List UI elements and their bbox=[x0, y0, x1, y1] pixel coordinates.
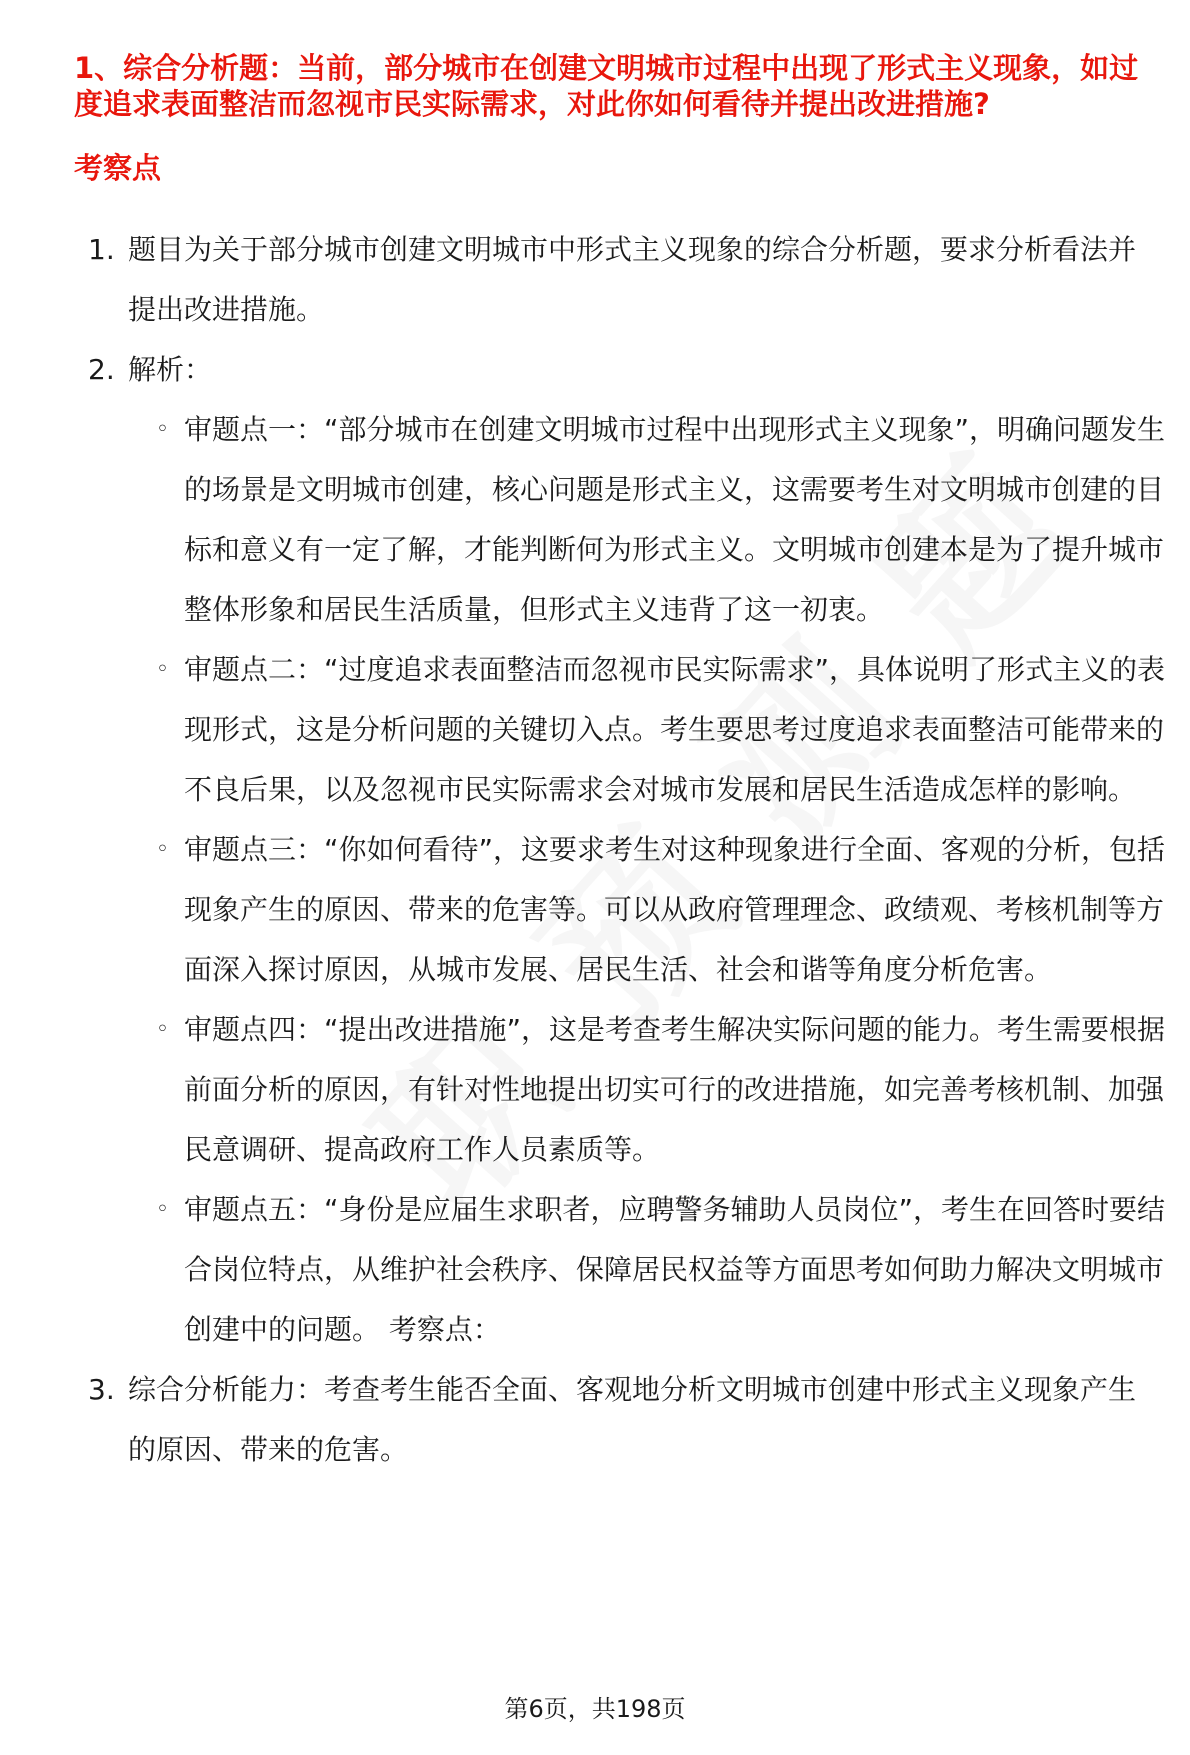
sub-item-text: 审题点五：“身份是应届生求职者，应聘警务辅助人员岗位”，考生在回答时要结合岗位特点，从维护社会秩序、保障居民权益等方面思考如何助力解决文明城市创建中的问题。 考察点： bbox=[184, 1193, 1166, 1346]
bullet-icon: ◦ bbox=[156, 1017, 169, 1042]
content-body bbox=[0, 220, 1190, 1480]
bullet-icon: ◦ bbox=[156, 417, 169, 442]
list-item-2 bbox=[0, 340, 1190, 400]
bullet-icon: ◦ bbox=[156, 657, 169, 682]
sub-item-text: 审题点四：“提出改进措施”，这是考查考生解决实际问题的能力。考生需要根据前面分析的原因，有针对性地提出切实可行的改进措施，如完善考核机制、加强民意调研、提高政府工作人员素质等。 bbox=[184, 1013, 1166, 1166]
section-heading: 考察点 bbox=[74, 151, 162, 185]
sub-item-text: 审题点二：“过度追求表面整洁而忽视市民实际需求”，具体说明了形式主义的表现形式，这是分析问题的关键切入点。考生要思考过度追求表面整洁可能带来的不良后果，以及忽视市民实际需求会对城市发展和居民生活造成怎样的影响。 bbox=[184, 653, 1166, 806]
sub-item-2 bbox=[0, 640, 1190, 820]
list-item-text: 题目为关于部分城市创建文明城市中形式主义现象的综合分析题，要求分析看法并提出改进措施。 bbox=[128, 233, 1137, 326]
list-item-1 bbox=[0, 220, 1190, 340]
list-number: 2. bbox=[88, 353, 115, 386]
bullet-icon: ◦ bbox=[156, 837, 169, 862]
page-footer: 第6页，共198页 bbox=[504, 1695, 686, 1723]
bullet-icon: ◦ bbox=[156, 1197, 169, 1222]
question-title: 1、综合分析题：当前，部分城市在创建文明城市过程中出现了形式主义现象，如过度追求表面整洁而忽视市民实际需求，对此你如何看待并提出改进措施? bbox=[74, 51, 1139, 121]
sub-item-3 bbox=[0, 820, 1190, 1000]
sub-item-1 bbox=[0, 400, 1190, 640]
sub-item-text: 审题点一：“部分城市在创建文明城市过程中出现形式主义现象”，明确问题发生的场景是文明城市创建，核心问题是形式主义，这需要考生对文明城市创建的目标和意义有一定了解，才能判断何为形式主义。文明城市创建本是为了提升城市整体形象和居民生活质量，但形式主义违背了这一初衷。 bbox=[184, 413, 1166, 626]
analysis-sublist bbox=[0, 400, 1190, 1360]
list-number: 1. bbox=[88, 233, 115, 266]
list-item-3 bbox=[0, 1360, 1190, 1480]
sub-item-4 bbox=[0, 1000, 1190, 1180]
sub-item-text: 审题点三：“你如何看待”，这要求考生对这种现象进行全面、客观的分析，包括现象产生的原因、带来的危害等。可以从政府管理理念、政绩观、考核机制等方面深入探讨原因，从城市发展、居民生活、社会和谐等角度分析危害。 bbox=[184, 833, 1166, 986]
list-item-text: 综合分析能力：考查考生能否全面、客观地分析文明城市创建中形式主义现象产生的原因、带来的危害。 bbox=[128, 1373, 1137, 1466]
list-item-text: 解析： bbox=[128, 353, 213, 386]
sub-item-5 bbox=[0, 1180, 1190, 1360]
list-number: 3. bbox=[88, 1373, 115, 1406]
